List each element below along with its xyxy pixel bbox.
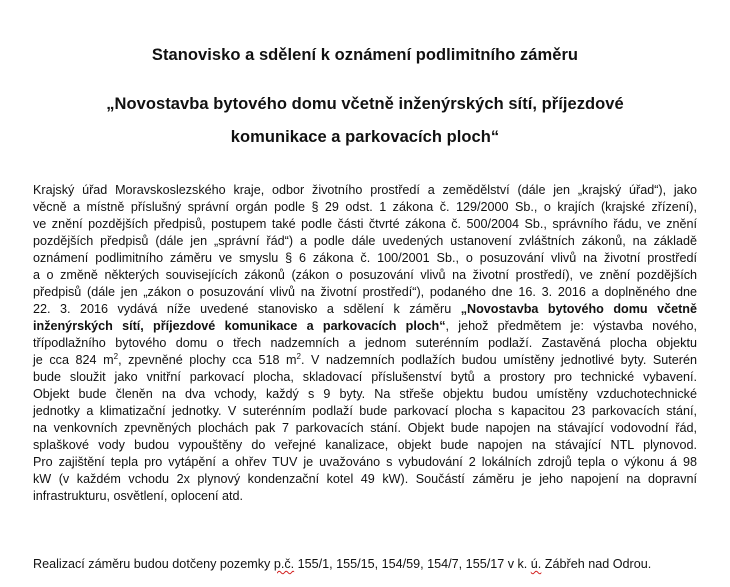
paragraph-line: Krajský úřad Moravskoslezského kraje, odbor životního prostředí a zemědělství (dále jen „krajský úřad“), jako [33,183,697,197]
superscript: 2 [296,352,301,361]
paragraph-line [33,301,697,318]
paragraph-line: infrastrukturu, osvětlení, oplocení atd. [33,489,244,503]
paragraph-line: a o změně některých souvisejících zákonů (zákon o posuzování vlivů na životní prostředí), ve znění pozdějších [33,268,697,282]
paragraph-line [33,318,697,335]
paragraph-line [33,352,697,369]
line-text: Realizací záměru budou dotčeny pozemky [33,557,274,571]
paragraph-line: třípodlažního bytového domu o třech nadzemních a jednom suterénním podlaží. Zastavěná plocha objektu [33,336,697,350]
line-text: , zpevněné plochy cca 518 m [118,353,297,367]
paragraph-line: kW (v každém vchodu 2x plynový kondenzační kotel 49 kW). Součástí záměru je jeho napojení na dopravní [33,472,697,486]
paragraph-line: věcně a místně příslušný správní orgán podle § 29 odst. 1 zákona č. 129/2000 Sb., o krajích (krajské zřízení), [33,200,697,214]
main-paragraph [33,182,697,505]
paragraph-line: splaškové vody budou vypouštěny do veřejné kanalizace, objekt bude napojen na stávající NTL plynovod. [33,438,697,452]
paragraph-line: oznámení podlimitního záměru ve smyslu § 6 zákona č. 100/2001 Sb., o posuzování vlivů na životní prostředí [33,251,697,265]
line-text: 22. 3. 2016 vydává níže uvedené stanovisko a sdělení k záměru [33,302,461,316]
project-name-bold-cont: inženýrských sítí, příjezdové komunikace a parkovacích ploch“ [33,319,446,333]
project-title-line-1: „Novostavba bytového domu včetně inženýrských sítí, příjezdové [106,95,624,113]
paragraph-line: předpisů (dále jen „zákon o posuzování vlivů na životní prostředí“), podaného dne 16. 3. 2016 a doplněného dne [33,285,697,299]
paragraph-line: na venkovních zpevněných plochách pak 7 parkovacích stání. Objekt bude napojen na stávající vodovodní řád, [33,421,697,435]
project-title-line-2: komunikace a parkovacích ploch“ [230,128,500,146]
line-text: je cca 824 m [33,353,114,367]
spellcheck-word[interactable]: p.č. [273,557,295,571]
line-text: Zábřeh nad Odrou. [541,557,652,571]
document-title: Stanovisko a sdělení k oznámení podlimitního záměru [151,46,579,64]
paragraph-line: Pro zajištění tepla pro vytápění a ohřev TUV je uvažováno s vybudování 2 lokálních zdrojů tepla o výkonu á 98 [33,455,697,469]
line-text: 155/1, 155/15, 154/59, 154/7, 155/17 v k. [294,557,531,571]
land-parcels-paragraph [33,556,651,573]
superscript: 2 [113,352,119,361]
paragraph-line: jednotky a klimatizační jednotky. V suterénním podlaží bude parkovací plocha s kapacitou 23 parkovacích stání, [33,404,697,418]
paragraph-line: ve znění pozdějších předpisů, postupem také podle části čtvrté zákona č. 500/2004 Sb., správního řádu, ve znění [33,217,697,231]
project-name-bold: „Novostavba bytového domu včetně [460,302,697,316]
paragraph-line: pozdějších předpisů (dále jen „správní řád“) a podle dále uvedených ustanovení zvláštních zákonů, na základě [33,234,697,248]
line-text: , jehož předmětem je: výstavba nového, [445,319,697,333]
line-text: . V nadzemních podlažích budou umístěny jednotlivé byty. Suterén [300,353,697,367]
paragraph-line: bude sloužit jako vnitřní parkovací plocha, skladovací příslušenství bytů a prostory pro technické vybavení. [33,370,697,384]
spellcheck-word[interactable]: ú. [530,557,542,571]
paragraph-line: Objekt bude členěn na dva vchody, každý s 9 byty. Na střeše objektu budou umístěny vzduchotechnické [33,387,697,401]
